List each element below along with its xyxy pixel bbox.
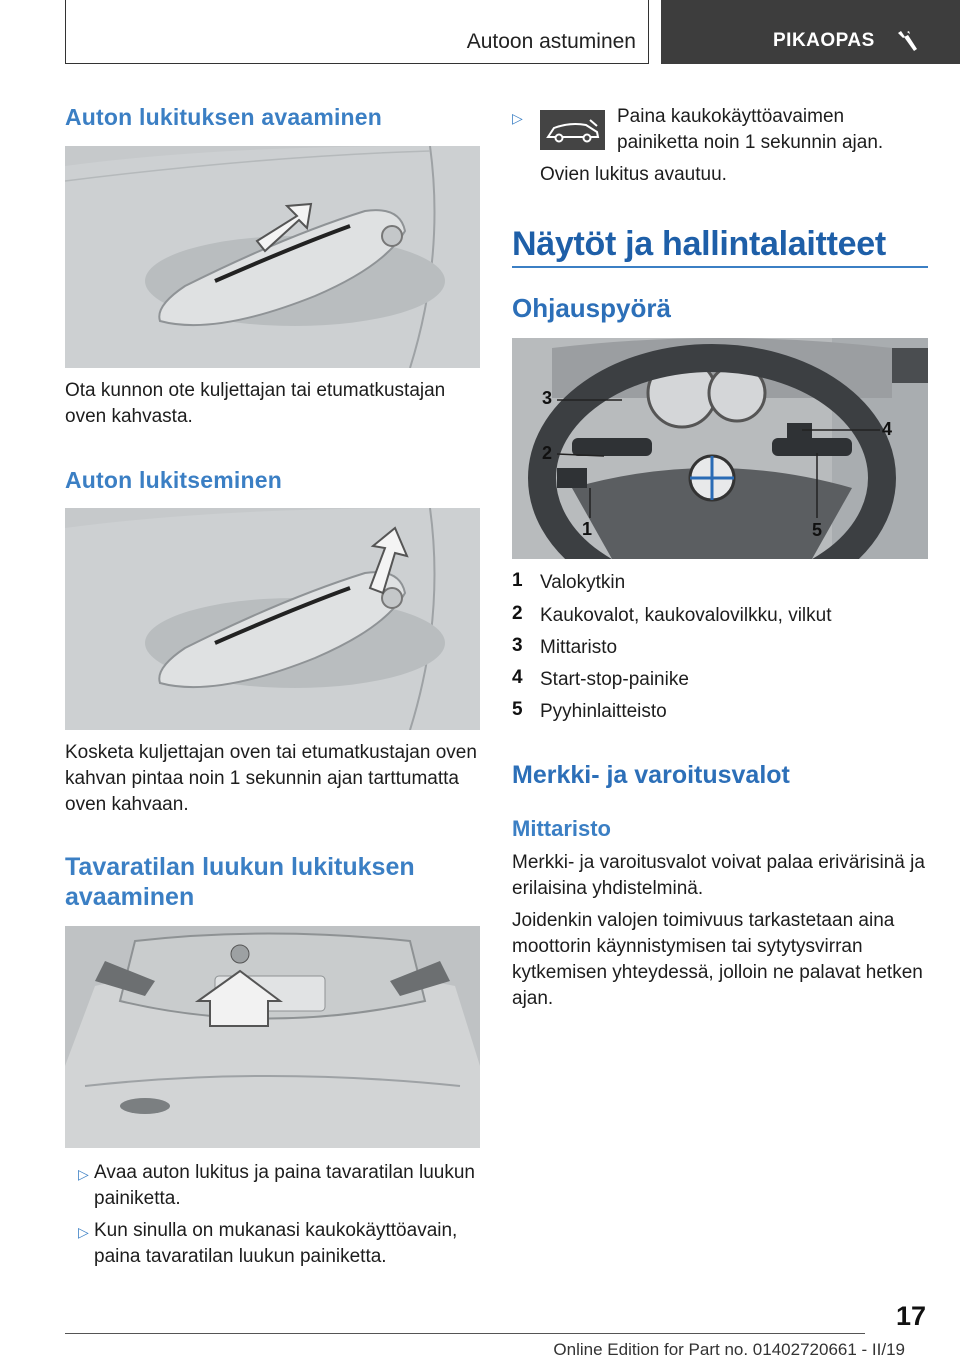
callout-5: 5 (812, 520, 823, 540)
bullet-marker-2: ▷ (78, 1224, 89, 1240)
bullet-marker-1: ▷ (78, 1166, 89, 1182)
bullet-marker-remote: ▷ (512, 110, 523, 126)
paragraph-lock: Kosketa kuljettajan oven tai etumatkustajan oven kahvan pintaa noin 1 sekunnin ajan tarttumatta oven kahvaan. (65, 742, 477, 815)
remote-step-text: Paina kaukokäyttöavaimen painiketta noin 1 sekunnin ajan. (617, 106, 884, 153)
steering-wheel-image (512, 338, 928, 559)
bullet-text-1: Avaa auton lukitus ja paina tavaratilan luukun painiketta. (94, 1162, 475, 1209)
header-guide-title: PIKAOPAS (773, 30, 875, 51)
trunk-button-key-icon (540, 110, 605, 150)
heading-instrument-cluster: Mittaristo (512, 816, 611, 841)
paragraph-warning-1: Merkki- ja varoitusvalot voivat palaa erivärisinä ja erilaisina yhdistelminä. (512, 852, 925, 899)
legend-num-5: 5 (512, 699, 523, 720)
callout-2: 2 (542, 443, 553, 463)
heading-steering-wheel: Ohjauspyörä (512, 293, 671, 323)
legend-num-1: 1 (512, 570, 523, 591)
header-guide-box (661, 0, 960, 64)
trunk-release-image (65, 926, 480, 1148)
heading-rule (512, 266, 928, 268)
legend-text-1: Valokytkin (540, 572, 626, 593)
door-handle-unlock-image (65, 146, 480, 368)
callout-1: 1 (582, 519, 593, 539)
quick-guide-icon (895, 28, 921, 54)
footer-edition: Online Edition for Part no. 01402720661 - II/19 (553, 1340, 905, 1359)
remote-result-text: Ovien lukitus avautuu. (540, 164, 727, 185)
header-section-title: Autoon astuminen (466, 30, 636, 53)
bullet-text-2: Kun sinulla on mukanasi kaukokäyttöavain, paina tavaratilan luukun painiketta. (94, 1220, 458, 1267)
legend-text-3: Mittaristo (540, 637, 618, 658)
legend-num-3: 3 (512, 635, 523, 656)
heading-warning-lights: Merkki- ja varoitusvalot (512, 761, 790, 789)
heading-trunk: Tavaratilan luukun lukituksen avaaminen (65, 853, 415, 911)
legend-text-5: Pyyhinlaitteisto (540, 701, 667, 722)
main-heading-controls: Näytöt ja hallintalaitteet (512, 225, 886, 263)
legend-text-2: Kaukovalot, kaukovalovilkku, vilkut (540, 605, 832, 626)
header-section-box (65, 0, 649, 64)
legend-text-4: Start-stop-painike (540, 669, 689, 690)
door-handle-lock-image (65, 508, 480, 730)
page-number: 17 (896, 1301, 927, 1331)
callout-4: 4 (882, 419, 893, 439)
legend-num-2: 2 (512, 603, 523, 624)
callout-3: 3 (542, 388, 553, 408)
heading-lock: Auton lukitseminen (65, 467, 283, 493)
paragraph-warning-2: Joidenkin valojen toimivuus tarkastetaan aina moottorin käynnistymisen tai sytytysvirran kytkemisen yhteydessä, jolloin ne palavat hetken ajan. (512, 910, 923, 1009)
legend-num-4: 4 (512, 667, 523, 688)
footer-rule (65, 1333, 865, 1334)
heading-unlock: Auton lukituksen avaaminen (65, 104, 383, 130)
paragraph-unlock: Ota kunnon ote kuljettajan tai etumatkustajan oven kahvasta. (65, 380, 446, 427)
